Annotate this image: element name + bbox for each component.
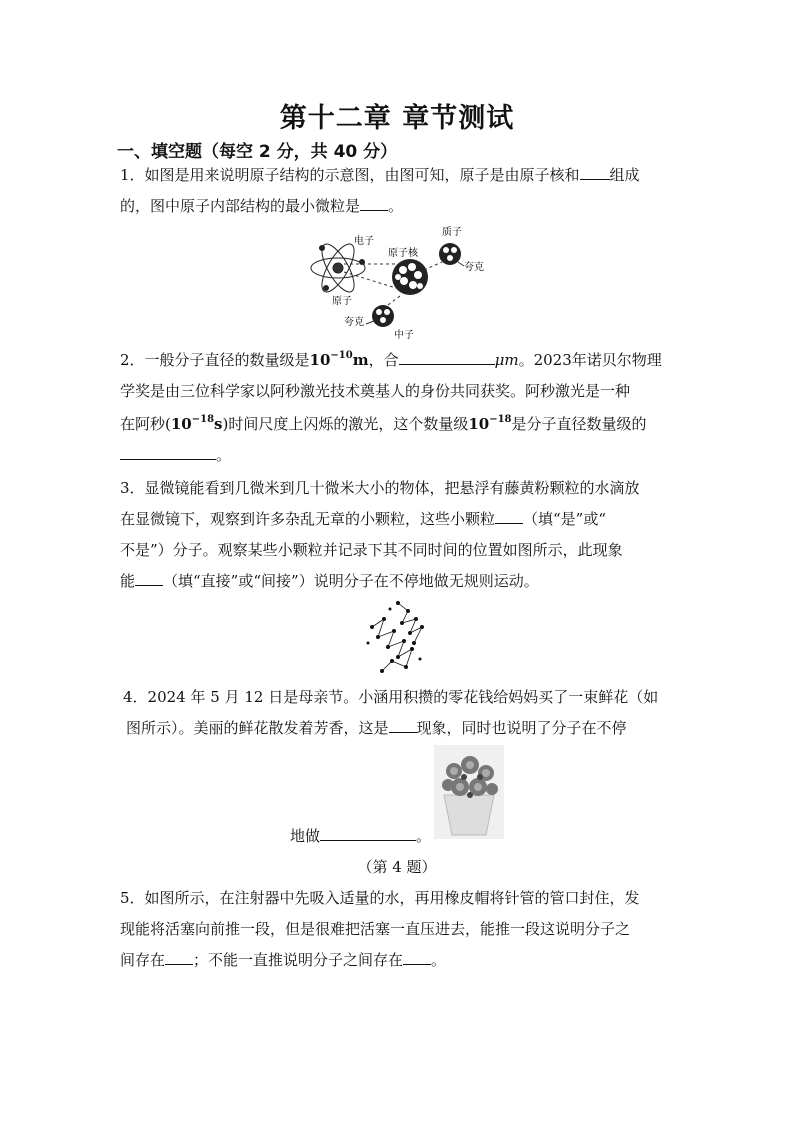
neutron-diagram bbox=[372, 305, 394, 327]
q1-text: 1．如图是用来说明原子结构的示意图，由图可知，原子是由原子核和 bbox=[120, 166, 580, 184]
q3-blank-1[interactable] bbox=[495, 508, 523, 524]
q3-text-4b: （填“直接”或“间接”）说明分子在不停地做无规则运动。 bbox=[163, 572, 539, 590]
q5-blank-2[interactable] bbox=[403, 949, 431, 965]
q2-text-3c: 是分子直径数量级的 bbox=[511, 415, 647, 433]
label-proton: 质子 bbox=[442, 227, 462, 238]
proton-diagram bbox=[439, 243, 461, 265]
q5-text-3b: ；不能一直推说明分子之间存在 bbox=[193, 951, 404, 969]
q2-exp-2: −18 bbox=[191, 414, 215, 425]
q3-blank-2[interactable] bbox=[135, 570, 163, 586]
q2-base: 10 bbox=[309, 351, 331, 369]
q4-line3 bbox=[290, 825, 431, 846]
atom-structure-figure bbox=[308, 222, 498, 340]
q4-text-3b: 。 bbox=[416, 827, 432, 845]
q4-blank-1[interactable] bbox=[389, 717, 417, 733]
q2-exp-1: −10 bbox=[330, 350, 353, 361]
q3-line1: 3．显微镜能看到几微米到几十微米大小的物体，把悬浮有藤黄粉颗粒的水滴放 bbox=[120, 479, 640, 497]
q1-text-2: 的，图中原子内部结构的最小微粒是 bbox=[120, 197, 361, 215]
q2-unit-m: m bbox=[352, 351, 369, 369]
q4-figure-caption: （第 4 题） bbox=[357, 858, 437, 876]
flower-bouquet-image bbox=[434, 745, 504, 839]
label-nucleus: 原子核 bbox=[388, 248, 418, 259]
q5-line2: 现能将活塞向前推一段，但是很难把活塞一直压进去，能推一段这说明分子之 bbox=[120, 920, 631, 938]
q4-text-3a: 地做 bbox=[290, 827, 321, 845]
q5-line3 bbox=[120, 949, 446, 970]
q5-line1: 5．如图所示，在注射器中先吸入适量的水，再用橡皮帽将针管的管口封住，发 bbox=[120, 889, 640, 907]
q2-base-3: 10 bbox=[468, 415, 490, 433]
q1-line1 bbox=[120, 164, 640, 185]
section-heading: 一、填空题（每空 2 分，共 40 分） bbox=[117, 142, 398, 162]
brownian-motion-figure bbox=[364, 597, 428, 675]
q2-line4 bbox=[120, 444, 231, 465]
q2-text-b: ，合 bbox=[368, 351, 399, 369]
label-quark-top: 夸克 bbox=[464, 262, 484, 273]
q2-exp-3: −18 bbox=[489, 414, 512, 425]
q2-text-3b: )时间尺度上闪烁的激光，这个数量级 bbox=[222, 415, 469, 433]
label-atom: 原子 bbox=[332, 296, 352, 307]
q3-text-4a: 能 bbox=[120, 572, 136, 590]
q5-blank-1[interactable] bbox=[165, 949, 193, 965]
q2-blank-2[interactable] bbox=[120, 444, 216, 460]
label-quark-bottom: 夸克 bbox=[344, 317, 364, 328]
q3-line3: 不是”）分子。观察某些小颗粒并记录下其不同时间的位置如图所示，此现象 bbox=[120, 541, 623, 559]
q2-base-2: 10 bbox=[170, 415, 192, 433]
label-neutron: 中子 bbox=[394, 330, 414, 340]
page-title: 第十二章 章节测试 bbox=[279, 103, 515, 134]
q2-line2: 学奖是由三位科学家以阿秒激光技术奠基人的身份共同获奖。阿秒激光是一种 bbox=[120, 382, 631, 400]
q2-text-c: 。2023年诺贝尔物理 bbox=[518, 351, 662, 369]
atom-diagram bbox=[311, 240, 365, 297]
q2-line1 bbox=[120, 349, 662, 370]
q5-text-3c: 。 bbox=[431, 951, 447, 969]
label-electron: 电子 bbox=[354, 236, 374, 247]
q3-text-2a: 在显微镜下，观察到许多杂乱无章的小颗粒，这些小颗粒 bbox=[120, 510, 496, 528]
q2-text-4: 。 bbox=[216, 446, 232, 464]
q4-line2 bbox=[126, 717, 627, 738]
q1-line2 bbox=[120, 195, 403, 216]
q3-text-2b: （填“是”或“ bbox=[523, 510, 607, 528]
q2-text-3a: 在阿秒( bbox=[120, 415, 171, 433]
q1-text-2-end: 。 bbox=[388, 197, 404, 215]
q5-text-3a: 间存在 bbox=[120, 951, 166, 969]
q3-line2 bbox=[120, 508, 606, 529]
q4-line1: 4．2024 年 5 月 12 日是母亲节。小涵用积攒的零花钱给妈妈买了一束鲜花（如 bbox=[123, 688, 659, 706]
q3-line4 bbox=[120, 570, 539, 591]
q4-text-2b: 现象，同时也说明了分子在不停 bbox=[416, 719, 627, 737]
q1-blank-1[interactable] bbox=[580, 164, 610, 180]
q2-blank-1[interactable] bbox=[399, 349, 495, 365]
q2-line3 bbox=[120, 413, 647, 434]
q1-text-end: 组成 bbox=[609, 166, 640, 184]
q2-unit-s: s bbox=[214, 415, 223, 433]
q1-blank-2[interactable] bbox=[360, 195, 388, 211]
nucleus-diagram bbox=[392, 259, 428, 295]
q2-unit-um: μm bbox=[494, 351, 519, 369]
q2-text: 2．一般分子直径的数量级是 bbox=[120, 351, 310, 369]
q4-text-2a: 图所示）。美丽的鲜花散发着芳香，这是 bbox=[126, 719, 389, 737]
q4-blank-2[interactable] bbox=[320, 825, 416, 841]
